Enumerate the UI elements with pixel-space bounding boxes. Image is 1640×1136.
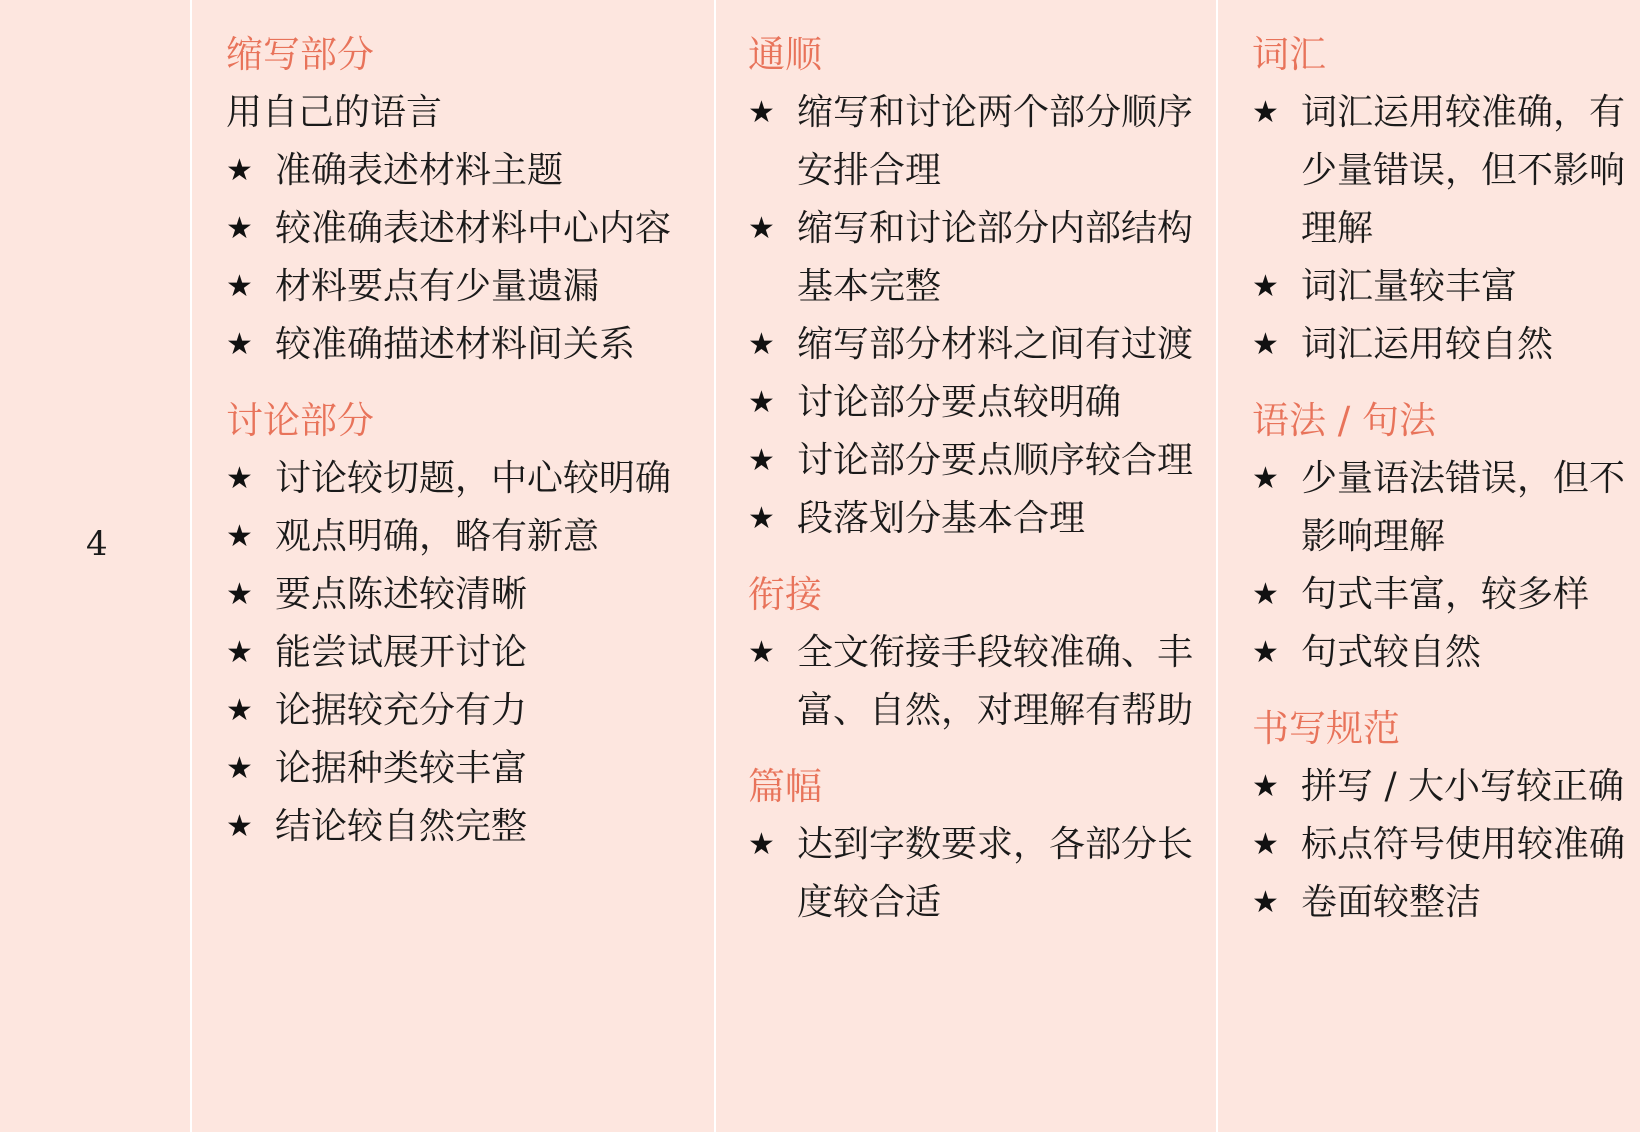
length-criteria-list [748, 816, 1216, 932]
criterion-item [1252, 758, 1640, 816]
mechanics-heading: 书写规范 [1252, 707, 1400, 750]
discussion-heading: 讨论部分 [226, 399, 374, 442]
criterion-text: 全文衔接手段较准确、丰富、自然，对理解有帮助 [797, 632, 1194, 731]
vocabulary-heading: 词汇 [1252, 33, 1326, 76]
criterion-item [1252, 566, 1640, 624]
star-icon: ★ [748, 635, 775, 670]
criterion-text: 句式较自然 [1301, 632, 1482, 673]
criterion-text: 少量语法错误，但不影响理解 [1301, 458, 1626, 557]
content-column [192, 0, 716, 1132]
criterion-item [1252, 816, 1640, 874]
criterion-item [226, 740, 714, 798]
criterion-text: 讨论部分要点顺序较合理 [797, 440, 1194, 481]
criterion-text: 较准确表述材料中心内容 [275, 208, 672, 249]
star-icon: ★ [1252, 885, 1279, 920]
discussion-criteria-list [226, 450, 714, 856]
criterion-item [226, 316, 714, 374]
fluency-heading: 通顺 [748, 33, 822, 76]
language-column [1218, 0, 1640, 1132]
criterion-text: 拼写 / 大小写较正确 [1301, 766, 1625, 807]
criterion-text: 讨论较切题，中心较明确 [275, 458, 672, 499]
criterion-text: 句式丰富，较多样 [1301, 574, 1590, 615]
fluency-criteria-list [748, 84, 1216, 548]
star-icon: ★ [226, 269, 253, 304]
criterion-text: 材料要点有少量遗漏 [275, 266, 600, 307]
criterion-item [748, 374, 1216, 432]
criterion-item [748, 432, 1216, 490]
criterion-text: 准确表述材料主题 [275, 150, 564, 191]
star-icon: ★ [748, 443, 775, 478]
criterion-item [226, 142, 714, 200]
criterion-item [748, 816, 1216, 932]
criterion-item [748, 490, 1216, 548]
mechanics-section [1252, 700, 1640, 932]
star-icon: ★ [1252, 635, 1279, 670]
star-icon: ★ [1252, 269, 1279, 304]
star-icon: ★ [1252, 827, 1279, 862]
criterion-text: 标点符号使用较准确 [1301, 824, 1626, 865]
summary-criteria-list [226, 142, 714, 374]
organization-column [716, 0, 1218, 1132]
criterion-item [1252, 84, 1640, 258]
grammar-criteria-list [1252, 450, 1640, 682]
length-section [748, 758, 1216, 932]
star-icon: ★ [226, 751, 253, 786]
criterion-item [226, 508, 714, 566]
criterion-item [1252, 450, 1640, 566]
criterion-text: 卷面较整洁 [1301, 882, 1482, 923]
criterion-item [226, 450, 714, 508]
star-icon: ★ [226, 327, 253, 362]
criterion-text: 讨论部分要点较明确 [797, 382, 1122, 423]
criterion-item [748, 84, 1216, 200]
cohesion-section [748, 566, 1216, 740]
criterion-text: 观点明确，略有新意 [275, 516, 600, 557]
fluency-section [748, 26, 1216, 548]
criterion-text: 较准确描述材料间关系 [275, 324, 636, 365]
score-column [0, 0, 192, 1132]
criterion-text: 缩写部分材料之间有过渡 [797, 324, 1194, 365]
star-icon: ★ [226, 153, 253, 188]
criterion-item [1252, 874, 1640, 932]
star-icon: ★ [1252, 461, 1279, 496]
criterion-item [1252, 258, 1640, 316]
criterion-item [226, 682, 714, 740]
criterion-text: 缩写和讨论两个部分顺序安排合理 [797, 92, 1194, 191]
summary-heading: 缩写部分 [226, 33, 374, 76]
length-heading: 篇幅 [748, 765, 822, 808]
criterion-text: 达到字数要求，各部分长度较合适 [797, 824, 1194, 923]
star-icon: ★ [226, 519, 253, 554]
star-icon: ★ [748, 501, 775, 536]
criterion-item [226, 624, 714, 682]
cohesion-heading: 衔接 [748, 573, 822, 616]
criterion-text: 结论较自然完整 [275, 806, 528, 847]
criterion-text: 缩写和讨论部分内部结构基本完整 [797, 208, 1194, 307]
criterion-text: 论据种类较丰富 [275, 748, 528, 789]
criterion-text: 词汇量较丰富 [1301, 266, 1518, 307]
star-icon: ★ [1252, 577, 1279, 612]
discussion-section [226, 392, 714, 856]
vocabulary-criteria-list [1252, 84, 1640, 374]
criterion-item [1252, 316, 1640, 374]
star-icon: ★ [748, 385, 775, 420]
criterion-text: 要点陈述较清晰 [275, 574, 528, 615]
criterion-text: 词汇运用较准确，有少量错误，但不影响理解 [1301, 92, 1626, 249]
criterion-text: 词汇运用较自然 [1301, 324, 1554, 365]
star-icon: ★ [1252, 769, 1279, 804]
criterion-item [226, 200, 714, 258]
star-icon: ★ [226, 809, 253, 844]
criterion-text: 段落划分基本合理 [797, 498, 1086, 539]
criterion-item [226, 566, 714, 624]
criterion-text: 论据较充分有力 [275, 690, 528, 731]
criterion-item [748, 200, 1216, 316]
star-icon: ★ [226, 577, 253, 612]
summary-section [226, 26, 714, 374]
grammar-section [1252, 392, 1640, 682]
star-icon: ★ [226, 693, 253, 728]
criterion-text: 能尝试展开讨论 [275, 632, 528, 673]
criterion-item [1252, 624, 1640, 682]
score-value: 4 [86, 524, 108, 564]
criterion-item [226, 258, 714, 316]
vocabulary-section [1252, 26, 1640, 374]
grammar-heading: 语法 / 句法 [1252, 399, 1436, 442]
star-icon: ★ [748, 827, 775, 862]
cohesion-criteria-list [748, 624, 1216, 740]
star-icon: ★ [1252, 327, 1279, 362]
summary-intro: 用自己的语言 [226, 92, 443, 133]
star-icon: ★ [226, 211, 253, 246]
criterion-item [748, 624, 1216, 740]
star-icon: ★ [748, 327, 775, 362]
star-icon: ★ [748, 211, 775, 246]
star-icon: ★ [226, 461, 253, 496]
star-icon: ★ [226, 635, 253, 670]
star-icon: ★ [748, 95, 775, 130]
criterion-item [748, 316, 1216, 374]
mechanics-criteria-list [1252, 758, 1640, 932]
star-icon: ★ [1252, 95, 1279, 130]
criterion-item [226, 798, 714, 856]
